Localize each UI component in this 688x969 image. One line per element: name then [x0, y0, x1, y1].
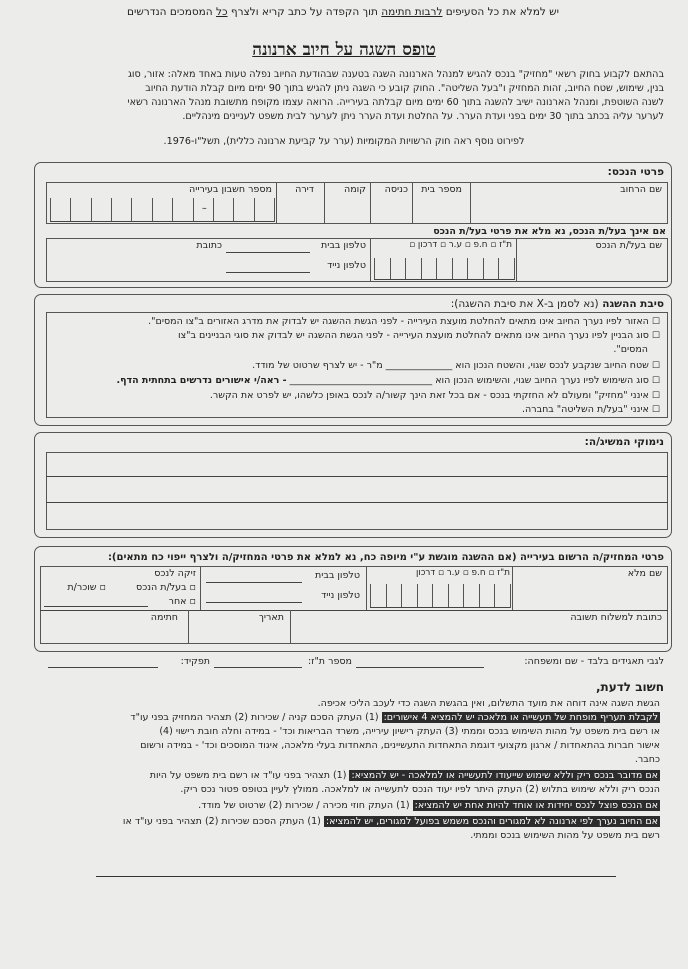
reason-area-text: שטח החיוב שנקבע לנכס שגוי, והשטח הנכון הוא ______________ מ"ר - יש לצרף שרטוט של מודד.: [252, 360, 649, 371]
reason-hint: (נא לסמן ב-X את סיבת ההשגה):: [450, 298, 599, 310]
approvals-note: - ראה/י אישורים נדרשים בתחתית הדף.: [116, 375, 287, 386]
note-underlined-signature: לרבות חתימה: [381, 6, 443, 18]
owner-mobile-phone-line[interactable]: [226, 272, 310, 273]
checkbox-icon[interactable]: ☐: [651, 317, 660, 327]
checkbox-icon[interactable]: ☐: [651, 376, 660, 386]
important-line: [24, 711, 660, 725]
digit-box-tick: [498, 258, 499, 280]
digit-box-tick: [421, 258, 422, 280]
reason-not-holder-text: אינני "מחזיק" ומעולם לא החזקתי בנכס - אם בכל זאת הינך קשור/ה לנכס באופן כלשהו, יש לפרט את הקשר.: [209, 390, 649, 401]
digit-box-tick: [70, 198, 71, 222]
checkbox-icon[interactable]: ☐: [651, 331, 660, 341]
holder-right-label: זיקה לנכס: [154, 568, 196, 579]
reason-zone[interactable]: [148, 316, 660, 327]
owner-address-label: כתובת: [196, 240, 222, 251]
digit-box-tick: [386, 584, 387, 608]
digit-box-tick: [405, 258, 406, 280]
digit-box-tick: [417, 584, 418, 608]
intro-line: בהתאם לקבוע בחוק רשאי "מחזיק" בנכס להגיש למנהל הארנונה השגה בטענה שבהודעת החיוב נפלה טעות באחד מאלה: אזור, סוג: [127, 69, 664, 80]
intro-line: לשנה השוטפת, ומנהל הארנונה ישיב להשגה בתוך 60 ימים מיום קבלתה בעירייה. הרואה עצמו מקופח מתשובת מנהל הארנונה רשאי: [127, 97, 664, 108]
owner-home-phone-line[interactable]: [226, 252, 310, 253]
important-line: רשם בית משפט על מהות השימוש בנכס וממתי.: [470, 830, 660, 841]
corporate-role-label: תפקיד:: [180, 656, 210, 667]
reason-usage[interactable]: [116, 375, 660, 386]
digit-box-tick: [213, 198, 214, 222]
note-underlined-all: כל: [216, 6, 228, 18]
corporate-name-label: לגבי תאגידים בלבד - שם ומשפחה:: [524, 656, 664, 667]
reason-building-type[interactable]: [178, 330, 660, 341]
reason-zone-text: האזור לפיו נערך החיוב אינו מתאים להחלטת מועצת העירייה - לפני הגשת ההשגה יש לבדוק את מדרג האזורים ב"צו המסים".: [148, 316, 649, 327]
intro-paragraph: [22, 68, 664, 124]
entrance-label: כניסה: [384, 184, 408, 195]
digit-box-tick: [131, 198, 132, 222]
reply-address-label: כתובת למשלוח תשובה: [570, 612, 662, 623]
digit-box-tick: [233, 198, 234, 222]
digit-box-tick: [274, 198, 275, 222]
intro-line: בנין, שימוש, שטח החיוב, זהות המחזיק ו"בעל השליטה". החוק קובע כי השגה ניתן להגיש בתוך 90 ימים מיום קבלת הודעת החיוב: [145, 83, 664, 94]
checkbox-icon[interactable]: ☐: [651, 405, 660, 415]
holder-right-other[interactable]: ▫ אחר: [168, 596, 196, 607]
corporate-role-line[interactable]: [48, 667, 158, 668]
reason-title-text: סיבת ההשגה: [602, 298, 664, 310]
date-label: תאריך: [258, 612, 284, 623]
owner-name-label: שם בעל/ת הנכס: [595, 240, 662, 251]
holder-mobile-phone-line[interactable]: [206, 602, 302, 603]
reason-building-type-text: סוג הבניין לפיו נערך החיוב אינו מתאים להחלטת מועצת העירייה - לפני הגשת ההשגה יש לבדוק את סוגי הבניינים ב"צו: [177, 330, 649, 341]
digit-box-baseline: [50, 221, 274, 222]
digit-box-tick: [514, 258, 515, 280]
digit-box-tick: [370, 584, 371, 608]
form-title: טופס השגה על חיוב ארנונה: [252, 40, 436, 60]
law-reference: לפירוט נוסף ראה חוק הרשויות המקומיות (ערר על קביעת ארנונה כללית), תשל"ו-1976.: [163, 136, 525, 147]
holder-right-owner[interactable]: ▫ בעל/ת הנכס: [136, 582, 196, 593]
owner-id-types[interactable]: ת"ז ▫ ח.פ ▫ ע.ר ▫ דרכון ▫: [409, 240, 512, 250]
holder-id-types[interactable]: ת"ז ▫ ח.פ ▫ ע.ר ▫ דרכון: [415, 568, 510, 578]
reason-not-holder[interactable]: [210, 390, 660, 401]
account-no-label: מספר חשבון בעירייה: [189, 184, 272, 195]
holder-home-phone-line[interactable]: [206, 582, 302, 583]
highlight-split-merge: אם הנכס פוצל לנכס יחידות או אוחד להיות אחת יש להמציא:: [414, 800, 658, 811]
reasoning-section-title: נימוקי המשיג/ה:: [584, 436, 664, 448]
account-dash: –: [202, 203, 207, 214]
important-line-rest: (1) העתק הסכם שכירות (2) תצהיר בפני עו"ד או: [122, 816, 324, 827]
digit-box-tick: [510, 584, 511, 608]
important-line-rest: (1) העתק חוזי מכירה / שכירות (2) שרטוט של מודד.: [198, 800, 413, 811]
important-line-rest: (1) תצהיר בפני עו"ד או רשם בית משפט על היות: [149, 770, 350, 781]
highlight-empty-property: אם מדובר בנכס ריק וללא שימוש שייעודו לתעשייה או למלאכה - יש להמציא:: [351, 770, 658, 781]
reason-usage-text: סוג השימוש לפיו נערך החיוב שגוי, והשימוש הנכון הוא ______________________________: [289, 375, 649, 386]
holder-other-line[interactable]: [44, 606, 148, 607]
important-text: [24, 697, 660, 843]
digit-box-tick: [193, 198, 194, 222]
digit-box-tick: [448, 584, 449, 608]
reason-not-controller[interactable]: [522, 404, 660, 415]
highlight-residential: אם החיוב נערך לפי ארנונה לא למגורים והנכס משמש בפועל למגורים, יש להמציא:: [325, 816, 658, 827]
reason-area[interactable]: [252, 360, 660, 371]
important-line: [24, 769, 660, 783]
digit-box-tick: [390, 258, 391, 280]
instructions-note: [28, 6, 658, 18]
holder-name-label: שם מלא: [627, 568, 662, 579]
digit-box-baseline: [370, 607, 510, 608]
important-line: [24, 815, 660, 829]
digit-box-tick: [254, 198, 255, 222]
holder-home-phone-label: טלפון בבית: [314, 570, 360, 581]
corporate-id-line[interactable]: [214, 667, 302, 668]
holder-right-tenant[interactable]: ▫ שוכר/ת: [67, 582, 106, 593]
house-no-label: מספר בית: [421, 184, 462, 195]
digit-box-tick: [374, 258, 375, 280]
reason-building-type-cont: המסים".: [613, 344, 648, 355]
owner-note: אם אינך בעל/ת הנכס, נא מלא את פרטי בעל/ת הנכס: [433, 226, 666, 237]
reason-not-controller-text: אינני "בעל/ת השליטה" בחברה.: [521, 404, 649, 415]
important-line: הנכס ריק וללא שימוש בתלוש (2) העתק היתר לפיו יעוד הנכס לתעשייה או למלאכה. ממולץ לעיין בטופס פטור נכס ריק.: [180, 784, 660, 795]
owner-home-phone-label: טלפון בבית: [320, 240, 366, 251]
reasoning-line: [46, 476, 668, 477]
signature-label: חתימה: [150, 612, 178, 623]
important-line-rest: (1) העתק הסכם קניה / שכירות (2) תצהיר המחזיק בפני עו"ד: [130, 712, 382, 723]
digit-box-tick: [111, 198, 112, 222]
checkbox-icon[interactable]: ☐: [651, 391, 660, 401]
floor-label: קומה: [344, 184, 366, 195]
street-label: שם הרחוב: [620, 184, 662, 195]
digit-box-tick: [91, 198, 92, 222]
important-line: [24, 799, 660, 813]
highlight-industrial: לקבלת תעריף מופחת של תעשייה או מלאכה יש להמציא 4 אישורים:: [383, 712, 658, 723]
digit-box-tick: [467, 258, 468, 280]
holder-mobile-phone-label: טלפון נייד: [321, 590, 360, 601]
digit-box-tick: [494, 584, 495, 608]
digit-box-tick: [483, 258, 484, 280]
digit-box-tick: [401, 584, 402, 608]
owner-mobile-phone-label: טלפון נייד: [327, 260, 366, 271]
holder-section-title: פרטי המחזיק/ה הרשום בעירייה (אם ההשגה מוגשת ע"י מיופה כח, נא למלא את פרטי המחזיק/ה ולצרף ייפוי כח מתאים):: [107, 552, 664, 563]
corporate-id-label: מספר ת"ז:: [307, 656, 352, 667]
reasoning-textarea[interactable]: [46, 452, 668, 530]
checkbox-icon[interactable]: ☐: [651, 361, 660, 371]
intro-line: לערער עליה בכתב בתוך 30 ימים בפני ועדת הערר. על החלטת ועדת הערר ניתן לערער לבית משפט לעניינים מינהליים.: [182, 111, 664, 122]
digit-box-tick: [172, 198, 173, 222]
note-text-3: המסמכים הנדרשים: [127, 6, 217, 18]
reason-section-title: [451, 298, 664, 310]
note-text-2: תוך הקפדה על כתב קריא ולצרף: [227, 6, 382, 18]
property-section-title: פרטי הנכס:: [607, 166, 664, 178]
bottom-rule: [96, 876, 616, 877]
corporate-name-line[interactable]: [356, 667, 484, 668]
note-text: יש למלא את כל הסעיפים: [442, 6, 559, 18]
digit-box-tick: [432, 584, 433, 608]
important-line: או רשם בית משפט על מהות השימוש בנכס וממתי (3) העתק רישיון עירייה, משרד הבריאות וכד' - במידה וחלה חובת רישוי (4): [159, 726, 660, 737]
digit-box-baseline: [374, 279, 514, 280]
important-line: אישור חברות בהתאחדות / ארגון מקצועי דוגמת התאחדות התעשיינים, התאחדות בעלי מלאכה, איגוד המוסכים וכד' - במידה ורשום: [140, 740, 660, 751]
digit-box-tick: [152, 198, 153, 222]
important-line: הגשת השגה אינה דוחה את מועד התשלום, ואין בהגשת השגה כדי לעכב הליכי אכיפה.: [317, 698, 660, 709]
digit-box-tick: [436, 258, 437, 280]
important-title: חשוב לדעת,: [595, 680, 664, 694]
digit-box-tick: [50, 198, 51, 222]
digit-box-tick: [463, 584, 464, 608]
apartment-label: דירה: [295, 184, 314, 195]
digit-box-tick: [479, 584, 480, 608]
digit-box-tick: [452, 258, 453, 280]
important-line: כחבר.: [634, 754, 660, 765]
reasoning-line: [46, 502, 668, 503]
